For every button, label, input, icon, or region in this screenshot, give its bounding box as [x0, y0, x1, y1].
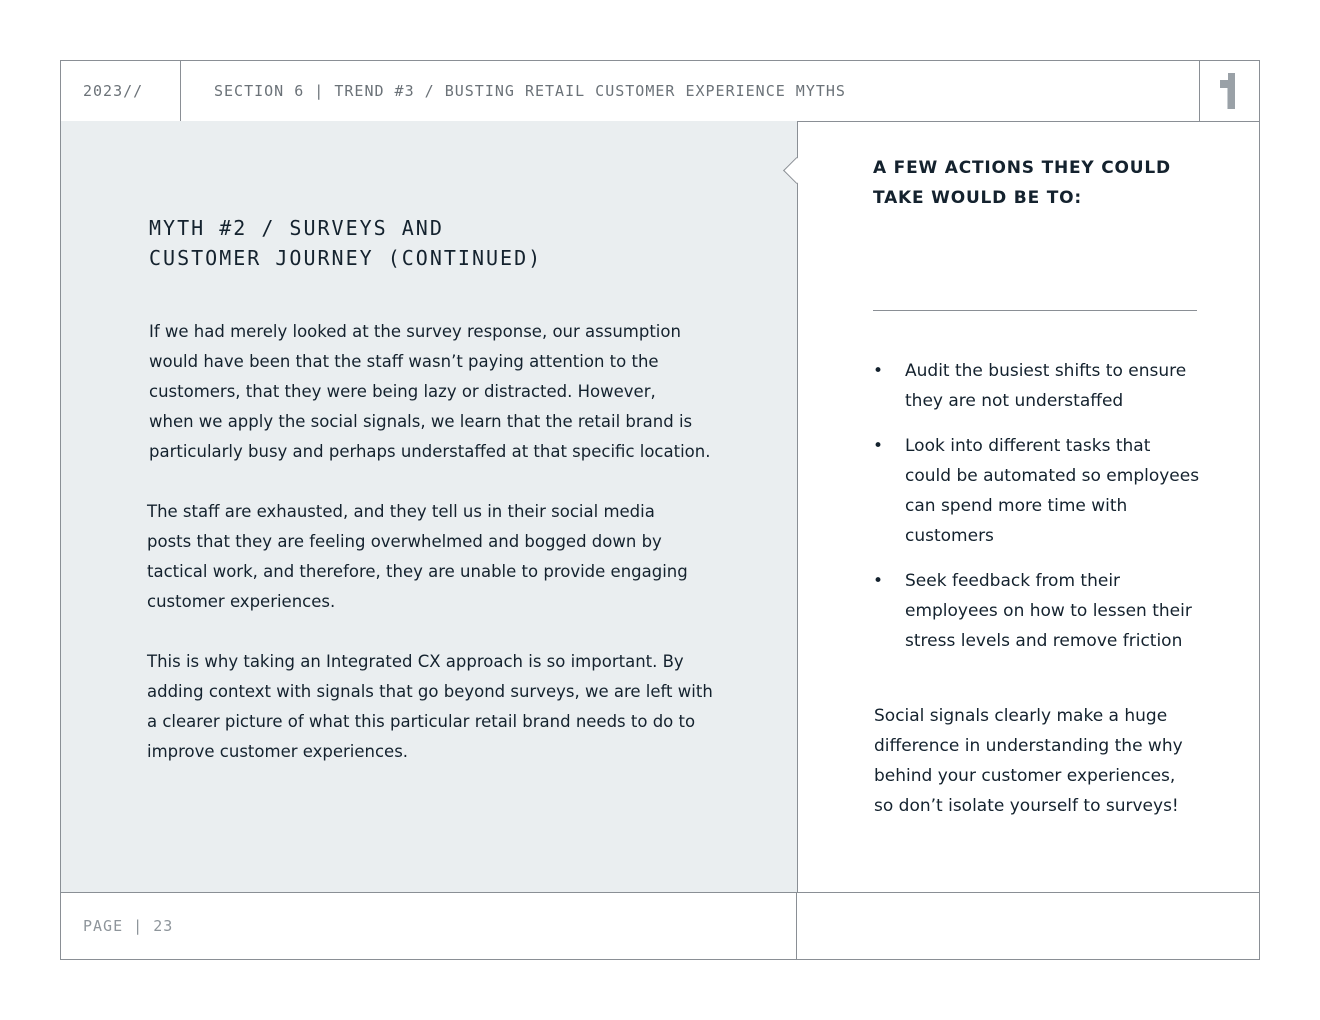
paragraph-line: If we had merely looked at the survey response, our assumption	[149, 322, 681, 341]
list-item-line: Audit the busiest shifts to ensure	[905, 361, 1187, 381]
bullet-icon: •	[873, 361, 884, 381]
paragraph-line: customer experiences.	[147, 592, 336, 611]
heading-line: A FEW ACTIONS THEY COULD	[873, 158, 1171, 178]
actions-heading	[873, 153, 1203, 213]
page-footer	[61, 892, 1259, 960]
year-label: 2023//	[61, 61, 181, 121]
page-number: PAGE | 23	[61, 893, 797, 960]
list-item-line: can spend more time with	[905, 496, 1128, 516]
divider	[873, 310, 1197, 311]
logo-cell	[1199, 61, 1260, 121]
paragraph-line: posts that they are feeling overwhelmed and bogged down by	[147, 532, 662, 551]
page-frame	[60, 60, 1260, 960]
closing-line: so don’t isolate yourself to surveys!	[874, 796, 1179, 816]
bullet-icon: •	[873, 436, 884, 456]
closing-line: difference in understanding the why	[874, 736, 1183, 756]
closing-line: behind your customer experiences,	[874, 766, 1176, 786]
closing-statement	[874, 701, 1204, 821]
list-item-line: could be automated so employees	[905, 466, 1200, 486]
list-item	[873, 566, 1203, 656]
list-item-line: Seek feedback from their	[905, 571, 1121, 591]
paragraph-line: particularly busy and perhaps understaffed at that specific location.	[149, 442, 711, 461]
title-line: CUSTOMER JOURNEY (CONTINUED)	[149, 246, 543, 270]
bullet-icon: •	[873, 571, 884, 591]
list-item-line: employees on how to lessen their	[905, 601, 1192, 621]
list-item-line: stress levels and remove friction	[905, 631, 1183, 651]
list-item-line: Look into different tasks that	[905, 436, 1151, 456]
list-item	[873, 431, 1203, 551]
body-paragraph	[147, 647, 713, 767]
actions-list	[873, 356, 1203, 671]
paragraph-line: This is why taking an Integrated CX approach is so important. By	[147, 652, 684, 671]
paragraph-line: when we apply the social signals, we learn that the retail brand is	[149, 412, 693, 431]
paragraph-line: tactical work, and therefore, they are unable to provide engaging	[147, 562, 688, 581]
list-item	[873, 356, 1203, 416]
paragraph-line: The staff are exhausted, and they tell us in their social media	[147, 502, 655, 521]
page-title	[149, 213, 709, 273]
main-content-panel	[61, 121, 798, 892]
section-breadcrumb: SECTION 6 | TREND #3 / BUSTING RETAIL CUSTOMER EXPERIENCE MYTHS	[214, 82, 846, 100]
paragraph-line: would have been that the staff wasn’t paying attention to the	[149, 352, 659, 371]
paragraph-line: improve customer experiences.	[147, 742, 409, 761]
body-paragraph	[147, 497, 707, 617]
page-header	[61, 61, 1259, 122]
paragraph-line: adding context with signals that go beyond surveys, we are left with	[147, 682, 713, 701]
list-item-line: they are not understaffed	[905, 391, 1124, 411]
closing-line: Social signals clearly make a huge	[874, 706, 1168, 726]
paragraph-line: a clearer picture of what this particular retail brand needs to do to	[147, 712, 696, 731]
heading-line: TAKE WOULD BE TO:	[873, 188, 1082, 208]
list-item-line: customers	[905, 526, 994, 546]
body-paragraph	[149, 317, 709, 467]
paragraph-line: customers, that they were being lazy or distracted. However,	[149, 382, 656, 401]
title-line: MYTH #2 / SURVEYS AND	[149, 216, 444, 240]
